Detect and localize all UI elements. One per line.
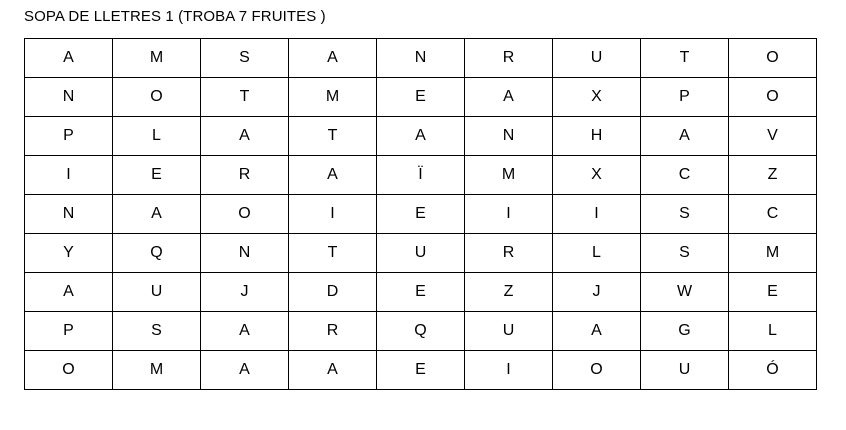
- grid-cell[interactable]: A: [289, 351, 377, 390]
- grid-cell[interactable]: R: [465, 234, 553, 273]
- grid-cell[interactable]: L: [553, 234, 641, 273]
- grid-cell[interactable]: U: [465, 312, 553, 351]
- grid-cell[interactable]: U: [113, 273, 201, 312]
- grid-cell[interactable]: Ó: [729, 351, 817, 390]
- grid-cell[interactable]: P: [25, 312, 113, 351]
- grid-cell[interactable]: A: [641, 117, 729, 156]
- grid-cell[interactable]: S: [201, 39, 289, 78]
- grid-cell[interactable]: M: [465, 156, 553, 195]
- grid-cell[interactable]: D: [289, 273, 377, 312]
- word-search-grid-container: [24, 38, 817, 390]
- grid-cell[interactable]: I: [465, 351, 553, 390]
- grid-cell[interactable]: T: [289, 117, 377, 156]
- word-search-grid: [24, 38, 817, 390]
- grid-cell[interactable]: I: [465, 195, 553, 234]
- grid-cell[interactable]: U: [553, 39, 641, 78]
- grid-cell[interactable]: R: [201, 156, 289, 195]
- grid-cell[interactable]: A: [377, 117, 465, 156]
- grid-cell[interactable]: O: [553, 351, 641, 390]
- grid-cell[interactable]: X: [553, 156, 641, 195]
- word-search-grid-body: [25, 39, 817, 390]
- grid-cell[interactable]: T: [201, 78, 289, 117]
- table-row: [25, 234, 817, 273]
- grid-cell[interactable]: J: [553, 273, 641, 312]
- grid-cell[interactable]: J: [201, 273, 289, 312]
- grid-cell[interactable]: T: [289, 234, 377, 273]
- grid-cell[interactable]: G: [641, 312, 729, 351]
- grid-cell[interactable]: U: [377, 234, 465, 273]
- grid-cell[interactable]: U: [641, 351, 729, 390]
- grid-cell[interactable]: S: [113, 312, 201, 351]
- grid-cell[interactable]: Y: [25, 234, 113, 273]
- grid-cell[interactable]: N: [25, 195, 113, 234]
- table-row: [25, 117, 817, 156]
- grid-cell[interactable]: C: [729, 195, 817, 234]
- grid-cell[interactable]: Q: [113, 234, 201, 273]
- grid-cell[interactable]: I: [25, 156, 113, 195]
- grid-cell[interactable]: Q: [377, 312, 465, 351]
- grid-cell[interactable]: E: [113, 156, 201, 195]
- grid-cell[interactable]: R: [289, 312, 377, 351]
- grid-cell[interactable]: N: [465, 117, 553, 156]
- grid-cell[interactable]: O: [729, 39, 817, 78]
- grid-cell[interactable]: Z: [465, 273, 553, 312]
- grid-cell[interactable]: Ï: [377, 156, 465, 195]
- grid-cell[interactable]: V: [729, 117, 817, 156]
- grid-cell[interactable]: O: [25, 351, 113, 390]
- grid-cell[interactable]: O: [201, 195, 289, 234]
- grid-cell[interactable]: O: [729, 78, 817, 117]
- grid-cell[interactable]: E: [377, 351, 465, 390]
- grid-cell[interactable]: M: [729, 234, 817, 273]
- grid-cell[interactable]: P: [641, 78, 729, 117]
- grid-cell[interactable]: A: [465, 78, 553, 117]
- grid-cell[interactable]: E: [377, 78, 465, 117]
- grid-cell[interactable]: R: [465, 39, 553, 78]
- grid-cell[interactable]: X: [553, 78, 641, 117]
- grid-cell[interactable]: A: [289, 39, 377, 78]
- table-row: [25, 312, 817, 351]
- grid-cell[interactable]: A: [201, 117, 289, 156]
- grid-cell[interactable]: N: [377, 39, 465, 78]
- grid-cell[interactable]: P: [25, 117, 113, 156]
- table-row: [25, 273, 817, 312]
- grid-cell[interactable]: C: [641, 156, 729, 195]
- grid-cell[interactable]: M: [113, 39, 201, 78]
- page-title: SOPA DE LLETRES 1 (TROBA 7 FRUITES ): [24, 8, 326, 25]
- grid-cell[interactable]: L: [729, 312, 817, 351]
- grid-cell[interactable]: A: [201, 312, 289, 351]
- grid-cell[interactable]: A: [553, 312, 641, 351]
- grid-cell[interactable]: H: [553, 117, 641, 156]
- grid-cell[interactable]: A: [289, 156, 377, 195]
- grid-cell[interactable]: I: [289, 195, 377, 234]
- table-row: [25, 351, 817, 390]
- grid-cell[interactable]: M: [113, 351, 201, 390]
- grid-cell[interactable]: A: [25, 273, 113, 312]
- grid-cell[interactable]: L: [113, 117, 201, 156]
- grid-cell[interactable]: E: [729, 273, 817, 312]
- grid-cell[interactable]: S: [641, 234, 729, 273]
- table-row: [25, 78, 817, 117]
- grid-cell[interactable]: A: [25, 39, 113, 78]
- grid-cell[interactable]: Z: [729, 156, 817, 195]
- grid-cell[interactable]: S: [641, 195, 729, 234]
- table-row: [25, 195, 817, 234]
- grid-cell[interactable]: A: [201, 351, 289, 390]
- grid-cell[interactable]: I: [553, 195, 641, 234]
- table-row: [25, 39, 817, 78]
- grid-cell[interactable]: N: [25, 78, 113, 117]
- table-row: [25, 156, 817, 195]
- grid-cell[interactable]: E: [377, 195, 465, 234]
- grid-cell[interactable]: M: [289, 78, 377, 117]
- grid-cell[interactable]: W: [641, 273, 729, 312]
- grid-cell[interactable]: T: [641, 39, 729, 78]
- grid-cell[interactable]: E: [377, 273, 465, 312]
- grid-cell[interactable]: O: [113, 78, 201, 117]
- grid-cell[interactable]: A: [113, 195, 201, 234]
- grid-cell[interactable]: N: [201, 234, 289, 273]
